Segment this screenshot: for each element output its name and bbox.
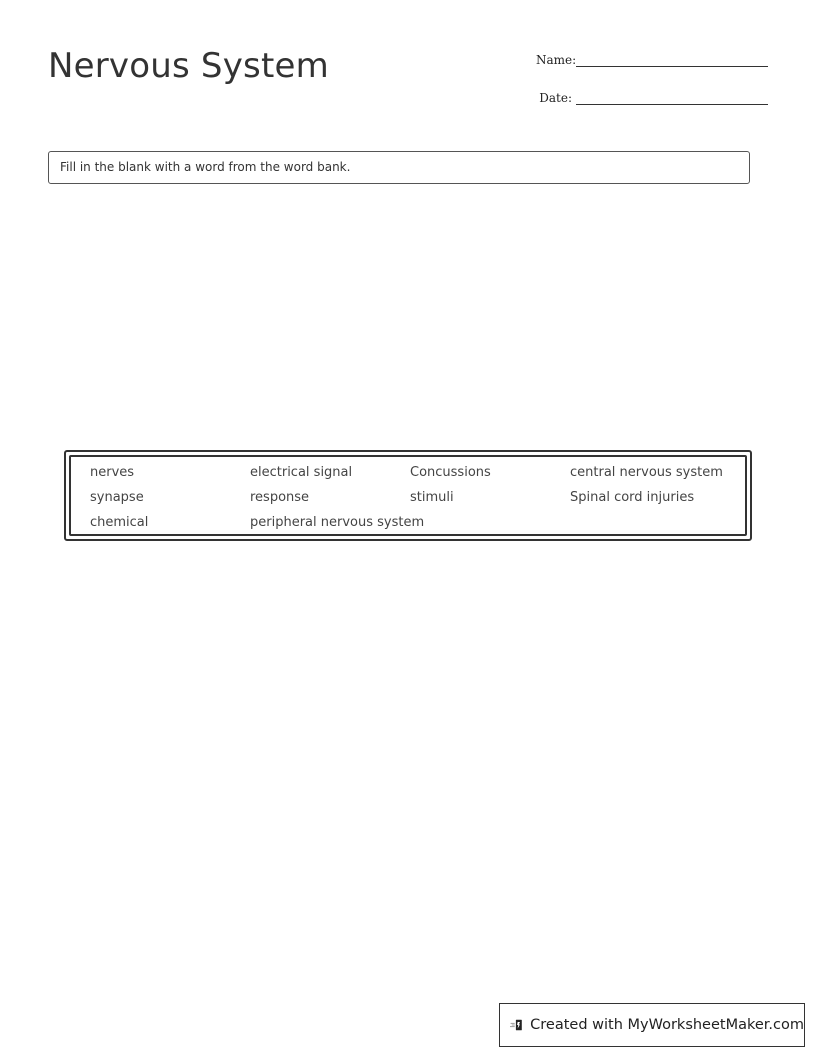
created-with-text: Created with MyWorksheetMaker.com <box>530 1017 804 1033</box>
word-bank-item: electrical signal <box>250 465 353 480</box>
name-blank-line[interactable] <box>576 52 768 67</box>
word-bank-item: central nervous system <box>570 465 723 480</box>
instructions-box <box>48 151 750 184</box>
word-bank-item: response <box>250 490 310 505</box>
word-bank-item: peripheral nervous system <box>250 515 425 530</box>
date-label: Date: <box>539 91 572 105</box>
word-bank-item: chemical <box>90 515 149 530</box>
word-bank-item: Spinal cord injuries <box>570 490 695 505</box>
word-bank-item: Concussions <box>410 465 491 480</box>
worksheet-maker-logo-icon <box>510 1013 524 1037</box>
word-bank-item: nerves <box>90 465 135 480</box>
name-label: Name: <box>536 53 577 67</box>
date-field <box>536 90 768 105</box>
name-field <box>536 52 768 67</box>
worksheet-title: Nervous System <box>48 46 329 86</box>
word-bank-item: stimuli <box>410 490 454 505</box>
word-bank-item: synapse <box>90 490 144 505</box>
created-with-badge[interactable] <box>499 1003 805 1047</box>
word-bank-grid <box>90 460 730 535</box>
instructions-text: Fill in the blank with a word from the word bank. <box>60 160 351 174</box>
word-bank <box>64 450 752 541</box>
date-blank-line[interactable] <box>576 90 768 105</box>
